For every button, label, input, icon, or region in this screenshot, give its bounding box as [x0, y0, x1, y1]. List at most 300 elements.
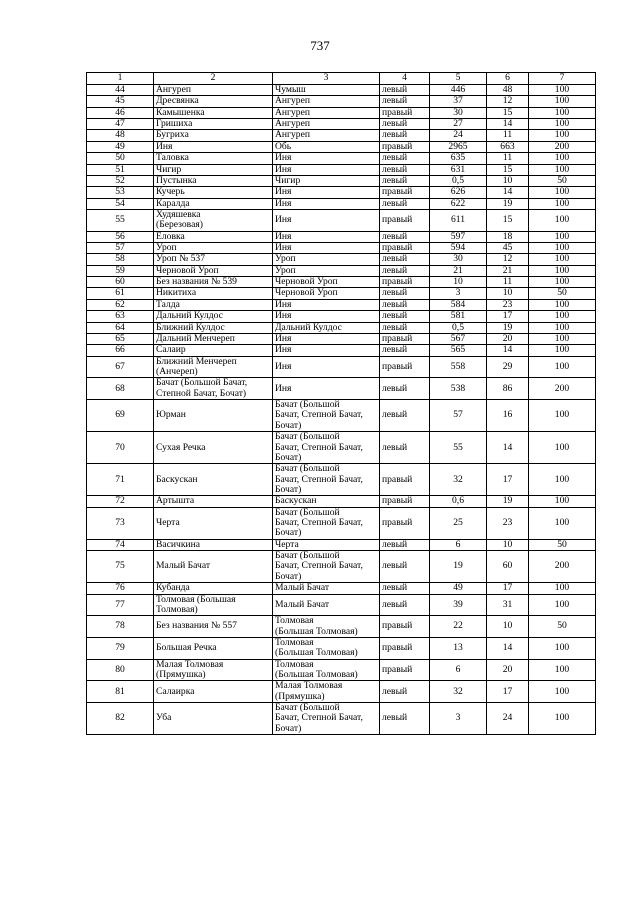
bank-side-cell: левый	[380, 153, 430, 164]
mouth-river-cell: Иня	[273, 153, 380, 164]
table-row	[87, 277, 596, 288]
header-cell: 6	[487, 73, 529, 85]
protection-zone-width-cell: 100	[529, 464, 596, 496]
river-name-cell: Талда	[154, 299, 273, 310]
protection-zone-width-cell: 100	[529, 243, 596, 254]
mouth-river-cell: Иня	[273, 243, 380, 254]
river-length-cell: 14	[487, 432, 529, 464]
river-name-cell: Ближний Кулдос	[154, 322, 273, 333]
river-length-cell: 10	[487, 616, 529, 638]
river-name-cell: Артышта	[154, 496, 273, 507]
table-row	[87, 288, 596, 299]
distance-from-mouth-cell: 565	[430, 345, 487, 356]
table-row	[87, 153, 596, 164]
distance-from-mouth-cell: 567	[430, 333, 487, 344]
row-number-cell: 50	[87, 153, 154, 164]
river-name-cell: Еловка	[154, 231, 273, 242]
river-name-cell: Ближний Менчереп (Анчереп)	[154, 356, 273, 378]
mouth-river-cell: Бачат (Большой Бачат, Степной Бачат, Бочат)	[273, 703, 380, 735]
river-length-cell: 15	[487, 107, 529, 118]
row-number-cell: 68	[87, 378, 154, 400]
bank-side-cell: левый	[380, 119, 430, 130]
bank-side-cell: левый	[380, 539, 430, 550]
bank-side-cell: левый	[380, 345, 430, 356]
protection-zone-width-cell: 100	[529, 130, 596, 141]
bank-side-cell: левый	[380, 322, 430, 333]
bank-side-cell: левый	[380, 85, 430, 96]
row-number-cell: 67	[87, 356, 154, 378]
bank-side-cell: правый	[380, 277, 430, 288]
bank-side-cell: левый	[380, 130, 430, 141]
protection-zone-width-cell: 100	[529, 333, 596, 344]
mouth-river-cell: Дальний Кулдос	[273, 322, 380, 333]
river-name-cell: Чигир	[154, 164, 273, 175]
table-row	[87, 496, 596, 507]
mouth-river-cell: Иня	[273, 356, 380, 378]
river-length-cell: 29	[487, 356, 529, 378]
distance-from-mouth-cell: 3	[430, 703, 487, 735]
row-number-cell: 75	[87, 551, 154, 583]
bank-side-cell: левый	[380, 551, 430, 583]
table-row	[87, 400, 596, 432]
table-row	[87, 464, 596, 496]
bank-side-cell: правый	[380, 209, 430, 231]
mouth-river-cell: Иня	[273, 345, 380, 356]
protection-zone-width-cell: 100	[529, 703, 596, 735]
distance-from-mouth-cell: 6	[430, 539, 487, 550]
mouth-river-cell: Черновой Уроп	[273, 288, 380, 299]
table-row	[87, 583, 596, 594]
mouth-river-cell: Ангуреп	[273, 130, 380, 141]
river-length-cell: 10	[487, 175, 529, 186]
row-number-cell: 62	[87, 299, 154, 310]
river-name-cell: Толмовая (Большая Толмовая)	[154, 594, 273, 616]
mouth-river-cell: Уроп	[273, 254, 380, 265]
river-length-cell: 21	[487, 265, 529, 276]
distance-from-mouth-cell: 2965	[430, 141, 487, 152]
river-length-cell: 60	[487, 551, 529, 583]
river-name-cell: Никитиха	[154, 288, 273, 299]
mouth-river-cell: Черта	[273, 539, 380, 550]
river-length-cell: 15	[487, 209, 529, 231]
bank-side-cell: левый	[380, 175, 430, 186]
river-length-cell: 12	[487, 96, 529, 107]
river-length-cell: 10	[487, 539, 529, 550]
river-name-cell: Без названия № 557	[154, 616, 273, 638]
river-name-cell: Худяшевка (Березовая)	[154, 209, 273, 231]
distance-from-mouth-cell: 32	[430, 681, 487, 703]
row-number-cell: 54	[87, 198, 154, 209]
row-number-cell: 46	[87, 107, 154, 118]
river-name-cell: Салаир	[154, 345, 273, 356]
river-length-cell: 19	[487, 496, 529, 507]
mouth-river-cell: Бачат (Большой Бачат, Степной Бачат, Бочат)	[273, 464, 380, 496]
river-length-cell: 19	[487, 322, 529, 333]
distance-from-mouth-cell: 0,5	[430, 175, 487, 186]
row-number-cell: 71	[87, 464, 154, 496]
distance-from-mouth-cell: 626	[430, 187, 487, 198]
header-cell: 7	[529, 73, 596, 85]
table-row	[87, 378, 596, 400]
table-row	[87, 254, 596, 265]
river-length-cell: 45	[487, 243, 529, 254]
row-number-cell: 55	[87, 209, 154, 231]
row-number-cell: 81	[87, 681, 154, 703]
river-length-cell: 11	[487, 277, 529, 288]
table-row	[87, 209, 596, 231]
distance-from-mouth-cell: 635	[430, 153, 487, 164]
table-row	[87, 507, 596, 539]
bank-side-cell: левый	[380, 400, 430, 432]
row-number-cell: 51	[87, 164, 154, 175]
row-number-cell: 58	[87, 254, 154, 265]
distance-from-mouth-cell: 32	[430, 464, 487, 496]
header-row	[87, 73, 596, 85]
river-length-cell: 11	[487, 130, 529, 141]
river-length-cell: 15	[487, 164, 529, 175]
distance-from-mouth-cell: 19	[430, 551, 487, 583]
protection-zone-width-cell: 100	[529, 231, 596, 242]
header-cell: 4	[380, 73, 430, 85]
mouth-river-cell: Баскускан	[273, 496, 380, 507]
protection-zone-width-cell: 50	[529, 175, 596, 186]
bank-side-cell: левый	[380, 311, 430, 322]
protection-zone-width-cell: 100	[529, 400, 596, 432]
distance-from-mouth-cell: 611	[430, 209, 487, 231]
distance-from-mouth-cell: 0,5	[430, 322, 487, 333]
table-row	[87, 231, 596, 242]
river-length-cell: 23	[487, 507, 529, 539]
bank-side-cell: левый	[380, 583, 430, 594]
mouth-river-cell: Чумыш	[273, 85, 380, 96]
page-number: 737	[310, 38, 330, 53]
protection-zone-width-cell: 100	[529, 198, 596, 209]
river-length-cell: 14	[487, 345, 529, 356]
table-row	[87, 539, 596, 550]
bank-side-cell: правый	[380, 659, 430, 681]
protection-zone-width-cell: 100	[529, 496, 596, 507]
table-row	[87, 265, 596, 276]
mouth-river-cell: Ангуреп	[273, 107, 380, 118]
mouth-river-cell: Малый Бачат	[273, 583, 380, 594]
protection-zone-width-cell: 200	[529, 141, 596, 152]
row-number-cell: 77	[87, 594, 154, 616]
river-name-cell: Кучерь	[154, 187, 273, 198]
bank-side-cell: левый	[380, 703, 430, 735]
row-number-cell: 56	[87, 231, 154, 242]
river-length-cell: 23	[487, 299, 529, 310]
mouth-river-cell: Бачат (Большой Бачат, Степной Бачат, Бочат)	[273, 507, 380, 539]
river-name-cell: Салаирка	[154, 681, 273, 703]
distance-from-mouth-cell: 622	[430, 198, 487, 209]
protection-zone-width-cell: 50	[529, 616, 596, 638]
distance-from-mouth-cell: 446	[430, 85, 487, 96]
river-length-cell: 48	[487, 85, 529, 96]
table-row	[87, 333, 596, 344]
mouth-river-cell: Бачат (Большой Бачат, Степной Бачат, Бочат)	[273, 400, 380, 432]
protection-zone-width-cell: 200	[529, 378, 596, 400]
table-row	[87, 659, 596, 681]
bank-side-cell: левый	[380, 432, 430, 464]
distance-from-mouth-cell: 57	[430, 400, 487, 432]
river-length-cell: 19	[487, 198, 529, 209]
distance-from-mouth-cell: 27	[430, 119, 487, 130]
distance-from-mouth-cell: 24	[430, 130, 487, 141]
river-name-cell: Каралда	[154, 198, 273, 209]
mouth-river-cell: Иня	[273, 164, 380, 175]
protection-zone-width-cell: 100	[529, 583, 596, 594]
river-name-cell: Кубанда	[154, 583, 273, 594]
header-cell: 1	[87, 73, 154, 85]
distance-from-mouth-cell: 6	[430, 659, 487, 681]
distance-from-mouth-cell: 3	[430, 288, 487, 299]
bank-side-cell: правый	[380, 107, 430, 118]
river-name-cell: Большая Речка	[154, 637, 273, 659]
table-row	[87, 345, 596, 356]
mouth-river-cell: Иня	[273, 333, 380, 344]
distance-from-mouth-cell: 584	[430, 299, 487, 310]
protection-zone-width-cell: 100	[529, 299, 596, 310]
row-number-cell: 76	[87, 583, 154, 594]
row-number-cell: 73	[87, 507, 154, 539]
distance-from-mouth-cell: 594	[430, 243, 487, 254]
table-row	[87, 85, 596, 96]
bank-side-cell: левый	[380, 299, 430, 310]
row-number-cell: 49	[87, 141, 154, 152]
mouth-river-cell: Малая Толмовая (Прямушка)	[273, 681, 380, 703]
river-name-cell: Уроп	[154, 243, 273, 254]
river-name-cell: Черновой Уроп	[154, 265, 273, 276]
mouth-river-cell: Чигир	[273, 175, 380, 186]
bank-side-cell: левый	[380, 594, 430, 616]
rivers-table	[86, 72, 596, 735]
river-length-cell: 16	[487, 400, 529, 432]
row-number-cell: 82	[87, 703, 154, 735]
table-row	[87, 96, 596, 107]
protection-zone-width-cell: 100	[529, 96, 596, 107]
mouth-river-cell: Иня	[273, 198, 380, 209]
river-length-cell: 10	[487, 288, 529, 299]
protection-zone-width-cell: 100	[529, 681, 596, 703]
bank-side-cell: правый	[380, 496, 430, 507]
river-name-cell: Бачат (Большой Бачат, Степной Бачат, Бочат)	[154, 378, 273, 400]
table-row	[87, 432, 596, 464]
bank-side-cell: левый	[380, 96, 430, 107]
river-name-cell: Уба	[154, 703, 273, 735]
table-row	[87, 198, 596, 209]
river-length-cell: 18	[487, 231, 529, 242]
river-length-cell: 17	[487, 311, 529, 322]
river-length-cell: 31	[487, 594, 529, 616]
bank-side-cell: левый	[380, 681, 430, 703]
row-number-cell: 59	[87, 265, 154, 276]
river-name-cell: Камышенка	[154, 107, 273, 118]
bank-side-cell: левый	[380, 254, 430, 265]
river-name-cell: Дресвянка	[154, 96, 273, 107]
protection-zone-width-cell: 100	[529, 107, 596, 118]
table-row	[87, 175, 596, 186]
bank-side-cell: левый	[380, 164, 430, 175]
mouth-river-cell: Бачат (Большой Бачат, Степной Бачат, Бочат)	[273, 432, 380, 464]
protection-zone-width-cell: 100	[529, 659, 596, 681]
river-name-cell: Пустынка	[154, 175, 273, 186]
mouth-river-cell: Обь	[273, 141, 380, 152]
protection-zone-width-cell: 100	[529, 119, 596, 130]
distance-from-mouth-cell: 13	[430, 637, 487, 659]
protection-zone-width-cell: 100	[529, 265, 596, 276]
row-number-cell: 45	[87, 96, 154, 107]
river-name-cell: Дальний Кулдос	[154, 311, 273, 322]
mouth-river-cell: Толмовая (Большая Толмовая)	[273, 616, 380, 638]
row-number-cell: 53	[87, 187, 154, 198]
row-number-cell: 72	[87, 496, 154, 507]
protection-zone-width-cell: 100	[529, 209, 596, 231]
protection-zone-width-cell: 100	[529, 507, 596, 539]
mouth-river-cell: Толмовая (Большая Толмовая)	[273, 637, 380, 659]
mouth-river-cell: Иня	[273, 311, 380, 322]
mouth-river-cell: Иня	[273, 299, 380, 310]
row-number-cell: 70	[87, 432, 154, 464]
river-name-cell: Черта	[154, 507, 273, 539]
row-number-cell: 64	[87, 322, 154, 333]
mouth-river-cell: Иня	[273, 187, 380, 198]
protection-zone-width-cell: 50	[529, 539, 596, 550]
distance-from-mouth-cell: 22	[430, 616, 487, 638]
table-row	[87, 141, 596, 152]
river-length-cell: 663	[487, 141, 529, 152]
bank-side-cell: правый	[380, 637, 430, 659]
distance-from-mouth-cell: 631	[430, 164, 487, 175]
bank-side-cell: левый	[380, 288, 430, 299]
table-row	[87, 299, 596, 310]
mouth-river-cell: Иня	[273, 209, 380, 231]
header-cell: 2	[154, 73, 273, 85]
protection-zone-width-cell: 100	[529, 637, 596, 659]
river-length-cell: 17	[487, 681, 529, 703]
table-row	[87, 243, 596, 254]
mouth-river-cell: Уроп	[273, 265, 380, 276]
distance-from-mouth-cell: 558	[430, 356, 487, 378]
bank-side-cell: правый	[380, 141, 430, 152]
table-row	[87, 681, 596, 703]
distance-from-mouth-cell: 30	[430, 254, 487, 265]
river-length-cell: 20	[487, 333, 529, 344]
mouth-river-cell: Бачат (Большой Бачат, Степной Бачат, Бочат)	[273, 551, 380, 583]
river-length-cell: 14	[487, 187, 529, 198]
distance-from-mouth-cell: 49	[430, 583, 487, 594]
river-name-cell: Уроп № 537	[154, 254, 273, 265]
bank-side-cell: левый	[380, 265, 430, 276]
river-name-cell: Юрман	[154, 400, 273, 432]
protection-zone-width-cell: 200	[529, 551, 596, 583]
table-row	[87, 107, 596, 118]
river-length-cell: 14	[487, 119, 529, 130]
bank-side-cell: правый	[380, 333, 430, 344]
protection-zone-width-cell: 100	[529, 594, 596, 616]
river-length-cell: 20	[487, 659, 529, 681]
distance-from-mouth-cell: 597	[430, 231, 487, 242]
river-length-cell: 17	[487, 464, 529, 496]
row-number-cell: 44	[87, 85, 154, 96]
table-row	[87, 130, 596, 141]
river-name-cell: Гришиха	[154, 119, 273, 130]
table-row	[87, 356, 596, 378]
bank-side-cell: правый	[380, 356, 430, 378]
table-row	[87, 164, 596, 175]
table-row	[87, 322, 596, 333]
distance-from-mouth-cell: 0,6	[430, 496, 487, 507]
mouth-river-cell: Ангуреп	[273, 96, 380, 107]
row-number-cell: 66	[87, 345, 154, 356]
distance-from-mouth-cell: 25	[430, 507, 487, 539]
protection-zone-width-cell: 100	[529, 254, 596, 265]
mouth-river-cell: Черновой Уроп	[273, 277, 380, 288]
river-name-cell: Баскускан	[154, 464, 273, 496]
river-name-cell: Малая Толмовая (Прямушка)	[154, 659, 273, 681]
distance-from-mouth-cell: 30	[430, 107, 487, 118]
bank-side-cell: правый	[380, 464, 430, 496]
mouth-river-cell: Ангуреп	[273, 119, 380, 130]
table-row	[87, 119, 596, 130]
distance-from-mouth-cell: 37	[430, 96, 487, 107]
row-number-cell: 69	[87, 400, 154, 432]
table-row	[87, 551, 596, 583]
protection-zone-width-cell: 100	[529, 153, 596, 164]
table-body	[87, 85, 596, 735]
row-number-cell: 47	[87, 119, 154, 130]
protection-zone-width-cell: 100	[529, 432, 596, 464]
river-length-cell: 24	[487, 703, 529, 735]
table-row	[87, 311, 596, 322]
bank-side-cell: левый	[380, 231, 430, 242]
row-number-cell: 61	[87, 288, 154, 299]
protection-zone-width-cell: 100	[529, 85, 596, 96]
bank-side-cell: правый	[380, 187, 430, 198]
table-row	[87, 703, 596, 735]
distance-from-mouth-cell: 21	[430, 265, 487, 276]
row-number-cell: 57	[87, 243, 154, 254]
river-length-cell: 11	[487, 153, 529, 164]
row-number-cell: 80	[87, 659, 154, 681]
river-length-cell: 12	[487, 254, 529, 265]
river-name-cell: Васичкина	[154, 539, 273, 550]
mouth-river-cell: Иня	[273, 231, 380, 242]
row-number-cell: 63	[87, 311, 154, 322]
distance-from-mouth-cell: 581	[430, 311, 487, 322]
distance-from-mouth-cell: 538	[430, 378, 487, 400]
river-length-cell: 14	[487, 637, 529, 659]
river-name-cell: Малый Бачат	[154, 551, 273, 583]
river-name-cell: Без названия № 539	[154, 277, 273, 288]
protection-zone-width-cell: 100	[529, 187, 596, 198]
row-number-cell: 48	[87, 130, 154, 141]
protection-zone-width-cell: 100	[529, 277, 596, 288]
table-row	[87, 187, 596, 198]
table-row	[87, 637, 596, 659]
bank-side-cell: правый	[380, 616, 430, 638]
mouth-river-cell: Малый Бачат	[273, 594, 380, 616]
table-row	[87, 594, 596, 616]
river-name-cell: Ангуреп	[154, 85, 273, 96]
mouth-river-cell: Толмовая (Большая Толмовая)	[273, 659, 380, 681]
mouth-river-cell: Иня	[273, 378, 380, 400]
distance-from-mouth-cell: 39	[430, 594, 487, 616]
header-cell: 5	[430, 73, 487, 85]
distance-from-mouth-cell: 55	[430, 432, 487, 464]
bank-side-cell: левый	[380, 378, 430, 400]
row-number-cell: 65	[87, 333, 154, 344]
protection-zone-width-cell: 50	[529, 288, 596, 299]
